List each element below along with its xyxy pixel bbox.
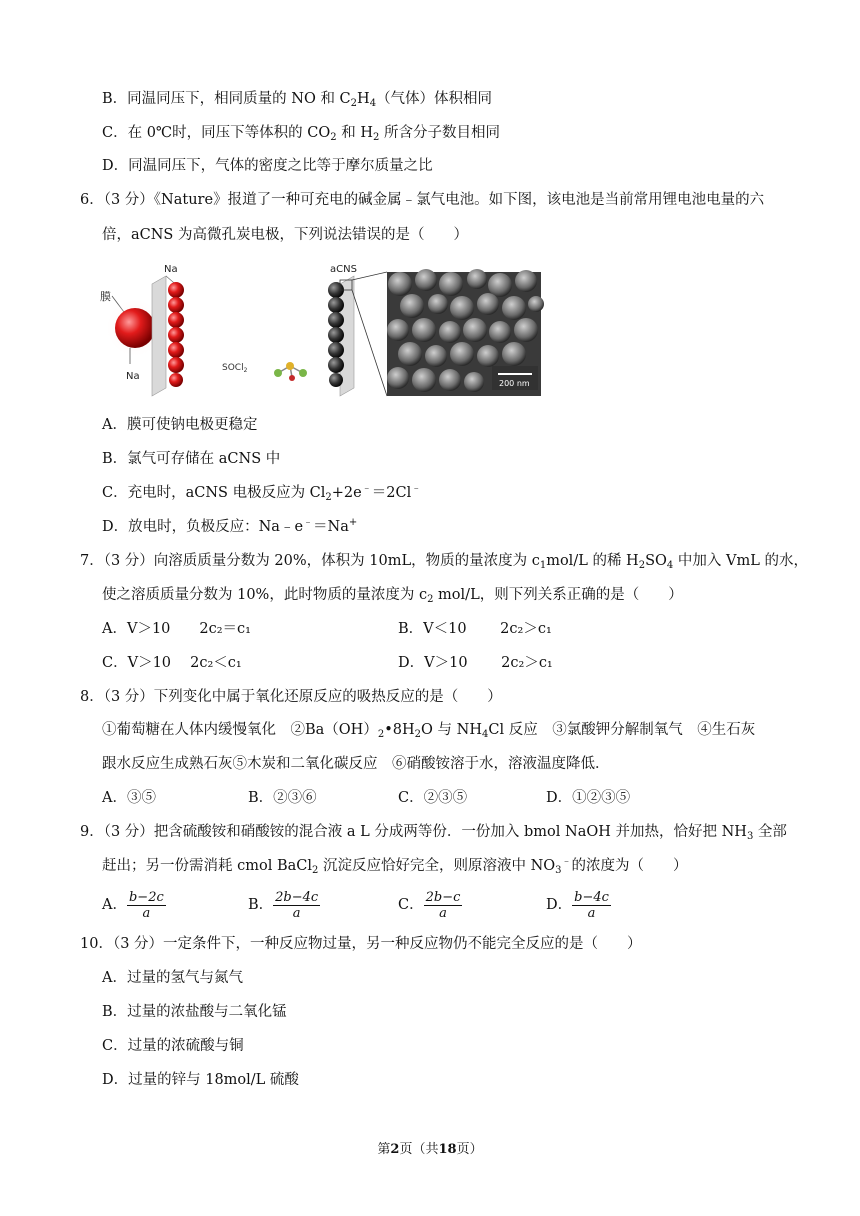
- q6-option-c: C．充电时，aCNS 电极反应为 $Cl_2+2e^﹣=2Cl^﹣$: [102, 483, 422, 503]
- q6-option-b: B．氯气可存储在 aCNS 中: [102, 451, 281, 467]
- q9-stem-line1: 9．（3 分）把含硫酸铵和硝酸铵的混合液 a L 分成两等份．一份加入 bmol NaOH 并加热，恰好把 $NH_3$ 全部: [80, 824, 787, 842]
- q5-option-c: C．在 0℃时，同压下等体积的 $CO_2$ 和 $H_2$ 所含分子数目相同: [102, 125, 500, 143]
- sodium-sphere: [115, 308, 155, 348]
- q7-stem-line1: 7．（3 分）向溶质质量分数为 20%，体积为 10mL，物质的量浓度为 $c_1mol/L$ 的稀 $H_2SO_4$ 中加入 VmL 的水，: [80, 553, 808, 571]
- q9-option-a: A． $\frac{b-2c}{a}$: [102, 889, 164, 921]
- socl2-label: SOCl$_2$: [222, 363, 248, 374]
- q10-option-b: B．过量的浓盐酸与二氧化锰: [102, 1004, 287, 1020]
- q6-stem-line2: 倍，aCNS 为高微孔炭电极，下列说法错误的是（ ）: [102, 227, 468, 243]
- membrane-label: 膜: [100, 290, 111, 303]
- na-top-label: Na: [164, 264, 178, 275]
- page-number: 2: [390, 1142, 400, 1157]
- q8-stem-line3: 跟水反应生成熟石灰⑤木炭和二氧化碳反应 ⑥硝酸铵溶于水，溶液温度降低．: [102, 756, 610, 772]
- sodium-ball-column: [168, 282, 184, 387]
- q7-stem-line2: 使之溶质质量分数为 10%，此时物质的量浓度为 $c_2$ mol/L，则下列关系正确的是（ ）: [102, 587, 683, 605]
- q7-option-a: A．V＞10 2c₂＝c₁: [102, 621, 251, 637]
- q10-option-c: C．过量的浓硫酸与铜: [102, 1038, 244, 1054]
- socl2-molecule: [274, 362, 307, 381]
- q9-option-d: D． $\frac{b-4c}{a}$: [546, 889, 609, 921]
- q10-option-d: D．过量的锌与 18mol/L 硫酸: [102, 1072, 299, 1088]
- q10-stem-line1: 10．（3 分）一定条件下，一种反应物过量，另一种反应物仍不能完全反应的是（ ）: [80, 936, 642, 952]
- q5-option-b: B．同温同压下，相同质量的 NO 和 $C_2H_4$（气体）体积相同: [102, 91, 493, 109]
- page-footer: 第2页（共18页）: [377, 1142, 483, 1157]
- q9-option-b: B． $\frac{2b-4c}{a}$: [248, 889, 319, 921]
- q8-option-c: C．②③⑤: [398, 790, 468, 806]
- sem-micrograph: [387, 269, 544, 396]
- page-total: 18: [438, 1142, 457, 1157]
- acns-label: aCNS: [330, 264, 357, 275]
- q7-option-d: D．V＞10 2c₂＞c₁: [398, 655, 553, 671]
- q8-option-b: B．②③⑥: [248, 790, 317, 806]
- scale-bar-label: 200 nm: [499, 379, 530, 388]
- q9-option-c: C． $\frac{2b-c}{a}$: [398, 889, 461, 921]
- q7-option-b: B．V＜10 2c₂＞c₁: [398, 621, 552, 637]
- q10-option-a: A．过量的氢气与氮气: [102, 970, 243, 986]
- na-bottom-label: Na: [126, 371, 140, 382]
- q6-option-a: A．膜可使钠电极更稳定: [102, 417, 258, 433]
- q8-stem-line1: 8．（3 分）下列变化中属于氧化还原反应的吸热反应的是（ ）: [80, 689, 502, 705]
- q6-option-d: D．放电时，负极反应：Na﹣e﹣＝Na+: [102, 517, 358, 535]
- q8-option-a: A．③⑤: [102, 790, 156, 806]
- battery-figure: [100, 260, 545, 400]
- q8-option-d: D．①②③⑤: [546, 790, 631, 806]
- q9-stem-line2: 赶出；另一份需消耗 cmol BaCl$_2$ 沉淀反应恰好完全，则原溶液中 $NO_3^﹣$的浓度为（ ）: [102, 856, 688, 876]
- q5-option-d: D．同温同压下，气体的密度之比等于摩尔质量之比: [102, 158, 433, 174]
- q6-stem-line1: 6．（3 分）《Nature》报道了一种可充电的碱金属﹣氯气电池。如下图，该电池是当前常用锂电池电量的六: [80, 192, 765, 208]
- q7-option-c: C．V＞10 2c₂＜c₁: [102, 655, 242, 671]
- q8-stem-line2: ①葡萄糖在人体内缓慢氧化 $②Ba(OH)_2•8H_2O$ 与 $NH_4Cl$ 反应 ③氯酸钾分解制氧气 ④生石灰: [102, 722, 756, 740]
